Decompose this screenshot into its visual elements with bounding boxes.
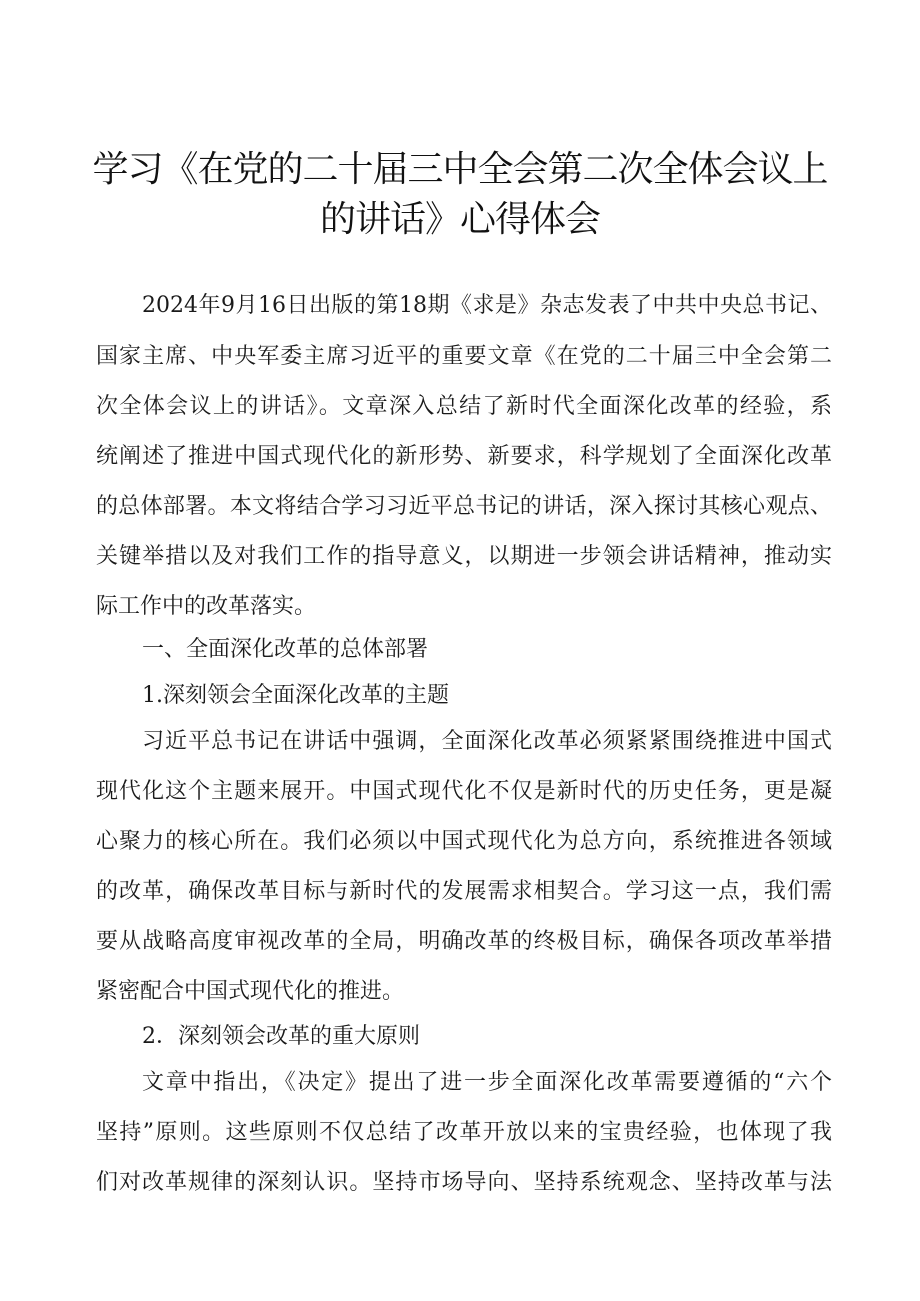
subsection-heading: 2．深刻领会改革的重大原则 bbox=[142, 1024, 420, 1049]
paragraph-line: 们对改革规律的深刻认识。坚持市场导向、坚持系统观念、坚持改革与法 bbox=[96, 1170, 832, 1195]
paragraph-line: 际工作中的改革落实。 bbox=[96, 594, 317, 619]
document-title-line-2: 的讲话》心得体会 bbox=[319, 199, 600, 240]
subsection-heading: 1.深刻领会全面深化改革的主题 bbox=[142, 683, 449, 708]
paragraph-line: 次全体会议上的讲话》。文章深入总结了新时代全面深化改革的经验，系 bbox=[96, 394, 832, 419]
paragraph-line: 国家主席、中央军委主席习近平的重要文章《在党的二十届三中全会第二 bbox=[96, 344, 832, 369]
paragraph-line: 紧密配合中国式现代化的推进。 bbox=[96, 979, 405, 1004]
paragraph-line: 心聚力的核心所在。我们必须以中国式现代化为总方向，系统推进各领域 bbox=[96, 829, 832, 854]
paragraph-line: 要从战略高度审视改革的全局，明确改革的终极目标，确保各项改革举措 bbox=[96, 929, 832, 954]
paragraph-line: 习近平总书记在讲话中强调，全面深化改革必须紧紧围绕推进中国式 bbox=[142, 729, 832, 754]
paragraph-line: 现代化这个主题来展开。中国式现代化不仅是新时代的历史任务，更是凝 bbox=[96, 779, 832, 804]
paragraph-line: 的总体部署。本文将结合学习习近平总书记的讲话，深入探讨其核心观点、 bbox=[96, 494, 832, 519]
paragraph-line: 2024年9月16日出版的第18期《求是》杂志发表了中共中央总书记、 bbox=[142, 293, 832, 318]
paragraph-line: 统阐述了推进中国式现代化的新形势、新要求，科学规划了全面深化改革 bbox=[96, 444, 832, 469]
paragraph-line: 文章中指出，《决定》提出了进一步全面深化改革需要遵循的“六个 bbox=[142, 1070, 832, 1095]
paragraph-line: 坚持”原则。这些原则不仅总结了改革开放以来的宝贵经验，也体现了我 bbox=[96, 1120, 832, 1145]
document-title-line-1: 学习《在党的二十届三中全会第二次全体会议上 bbox=[92, 149, 828, 190]
paragraph-line: 的改革，确保改革目标与新时代的发展需求相契合。学习这一点，我们需 bbox=[96, 879, 832, 904]
section-heading: 一、全面深化改革的总体部署 bbox=[142, 637, 429, 662]
paragraph-line: 关键举措以及对我们工作的指导意义，以期进一步领会讲话精神，推动实 bbox=[96, 544, 832, 569]
